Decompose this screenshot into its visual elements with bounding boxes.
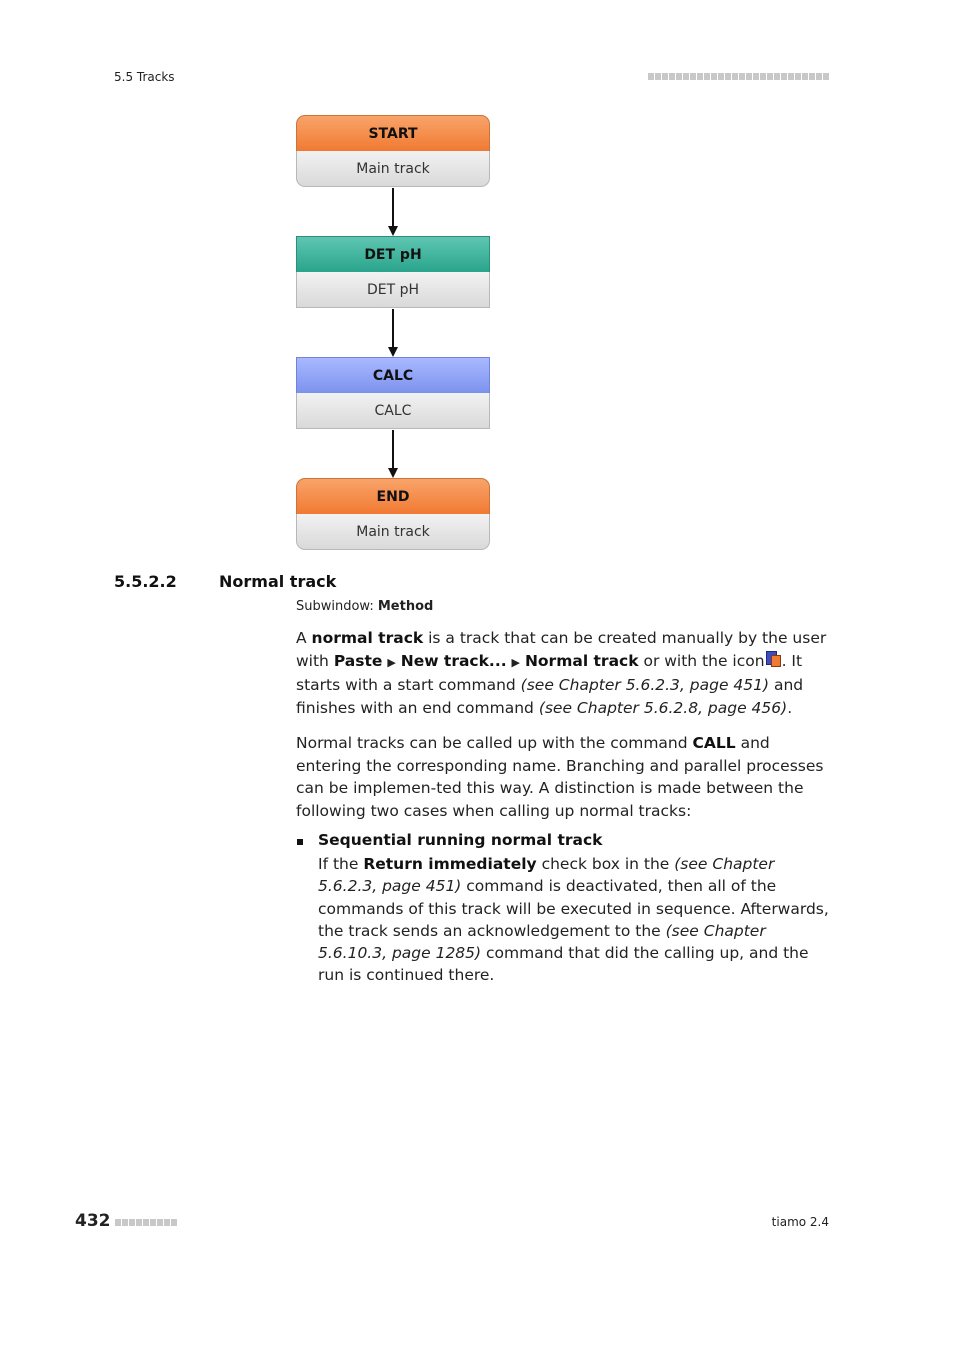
det-ph-block-label: DET pH	[296, 272, 490, 308]
det-ph-block-title: DET pH	[296, 236, 490, 272]
text-span: .	[787, 698, 793, 717]
flow-arrowhead-2	[388, 347, 398, 357]
cross-reference: (see Chapter 5.6.2.8, page 456)	[538, 698, 788, 717]
flow-arrow-2	[392, 309, 394, 347]
start-block	[296, 115, 490, 187]
running-header: 5.5 Tracks	[114, 70, 175, 84]
text-span: check box in the	[536, 855, 675, 873]
flow-arrow-1	[392, 188, 394, 226]
term-normal-track: normal track	[311, 629, 424, 647]
text-span: or with the icon	[638, 651, 765, 670]
text-span: and finishes with an end command	[296, 676, 804, 717]
start-block-label: Main track	[296, 151, 490, 187]
subwindow-line	[296, 599, 433, 614]
bullet-square	[297, 839, 303, 845]
calc-block-label: CALC	[296, 393, 490, 429]
menu-new-track: New track...	[400, 651, 507, 670]
menu-normal-track: Normal track	[524, 651, 639, 670]
flow-arrow-3	[392, 430, 394, 468]
bullet-title: Sequential running normal track	[318, 831, 603, 849]
cross-reference: (see Chapter 5.6.2.3, page 451)	[520, 676, 770, 694]
menu-paste: Paste	[333, 651, 383, 670]
text-span: is a track that can be created manually by the user with	[296, 629, 827, 670]
subwindow-label: Subwindow:	[296, 599, 374, 614]
page-number: 432	[75, 1211, 111, 1231]
section-number: 5.5.2.2	[114, 572, 177, 591]
calc-block	[296, 357, 490, 429]
product-name: tiamo 2.4	[771, 1215, 829, 1229]
end-block-label: Main track	[296, 514, 490, 550]
calc-block-title: CALC	[296, 357, 490, 393]
text-span: command is deactivated, then all of the commands of this track will be executed in sequence. Afterwards, the track sends an acknowledgement to the	[318, 877, 829, 940]
end-block-title: END	[296, 478, 490, 514]
bullet-text	[318, 853, 838, 987]
text-span: command that did the calling up, and the run is continued there.	[318, 944, 809, 985]
paragraph-calling-normal-tracks	[296, 732, 836, 822]
section-title: Normal track	[219, 572, 337, 591]
paragraph-normal-track-intro	[296, 627, 836, 719]
text-span: . It starts with a start command	[296, 651, 803, 694]
footer-decoration	[115, 1219, 177, 1226]
end-block	[296, 478, 490, 550]
start-block-title: START	[296, 115, 490, 151]
flow-arrowhead-1	[388, 226, 398, 236]
text-span: A	[296, 629, 312, 647]
text-span: and entering the corresponding name. Branching and parallel processes can be implemen-ted this way. A distinction is made between the following two cases when calling up normal tracks:	[296, 734, 824, 820]
subwindow-value: Method	[377, 599, 434, 614]
cross-reference: (see Chapter 5.6.2.3, page 451)	[318, 855, 775, 896]
menu-arrow-icon: ▶	[387, 655, 396, 669]
command-call: CALL	[692, 734, 736, 752]
option-return-immediately: Return immediately	[363, 855, 537, 873]
header-decoration	[648, 73, 829, 80]
cross-reference: (see Chapter 5.6.10.3, page 1285)	[318, 921, 766, 963]
new-track-icon	[765, 651, 782, 668]
text-span: Normal tracks can be called up with the command	[296, 734, 693, 752]
flow-arrowhead-3	[388, 468, 398, 478]
menu-arrow-icon: ▶	[511, 655, 520, 669]
det-ph-block	[296, 236, 490, 308]
text-span: If the	[318, 855, 364, 873]
